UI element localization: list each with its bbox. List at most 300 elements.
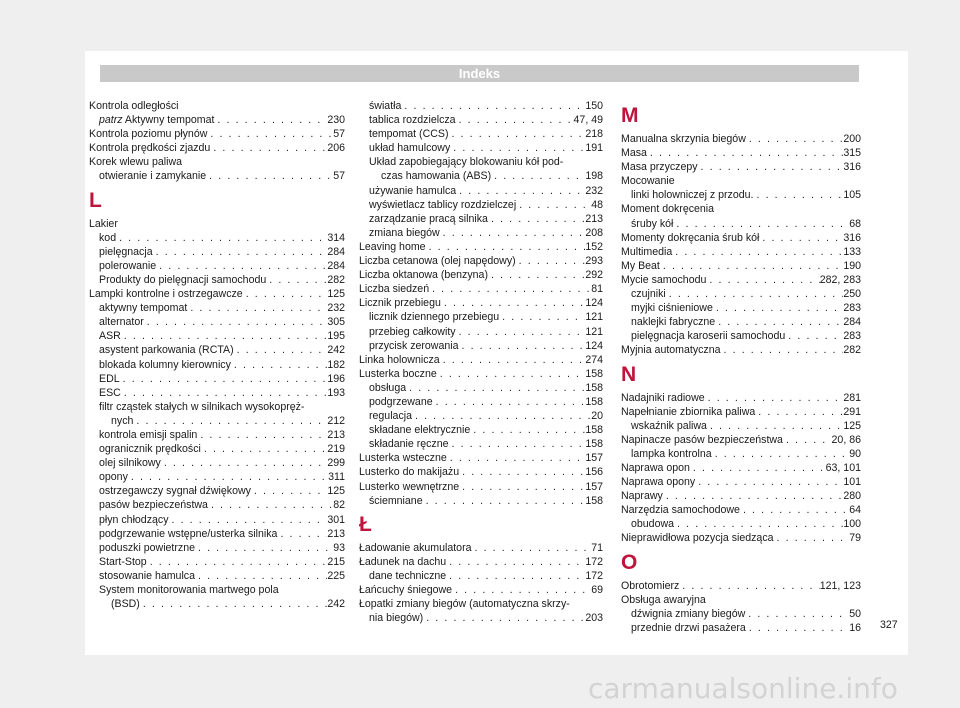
entry-page[interactable]: 282 (843, 344, 861, 357)
section-letter: O (621, 550, 638, 574)
entry-page[interactable]: 282 (327, 273, 345, 286)
entry-page[interactable]: 193 (327, 386, 345, 399)
index-entry (89, 470, 345, 484)
entry-label: układ hamulcowy (369, 142, 451, 155)
entry-label: Lusterko do makijażu (359, 466, 460, 479)
entry-label: Kontrola prędkości zjazdu (89, 142, 211, 155)
dot-leader (121, 329, 328, 343)
entry-page[interactable]: 47, 49 (573, 114, 603, 127)
entry-page[interactable]: 315 (843, 147, 861, 160)
dot-leader (785, 329, 843, 343)
index-entry (359, 465, 603, 479)
dot-leader (208, 498, 333, 512)
index-entry (89, 141, 345, 155)
entry-label: EDL (99, 372, 120, 385)
index-entry (621, 202, 861, 216)
dot-leader (672, 245, 843, 259)
dot-leader (488, 268, 585, 282)
entry-page[interactable]: 157 (585, 452, 603, 465)
entry-page[interactable]: 158 (585, 424, 603, 437)
index-entry (89, 343, 345, 357)
entry-page[interactable]: 198 (585, 170, 603, 183)
index-entry (89, 315, 345, 329)
index-entry (359, 353, 603, 367)
entry-label: blokada kolumny kierownicy (99, 358, 231, 371)
index-entry (359, 310, 603, 324)
index-entry (621, 405, 861, 419)
index-entry (621, 607, 861, 621)
entry-label: tablica rozdzielcza (369, 114, 456, 127)
entry-page[interactable]: 212 (327, 414, 345, 427)
entry-label: asystent parkowania (RCTA) (99, 344, 234, 357)
index-entry (89, 155, 345, 169)
dot-leader (753, 188, 843, 202)
index-entry (621, 231, 861, 245)
index-entry (89, 484, 345, 498)
entry-page[interactable]: 182 (327, 358, 345, 371)
entry-label: przycisk zerowania (369, 339, 459, 352)
page-number: 327 (880, 619, 898, 631)
index-entry (621, 273, 861, 287)
entry-page[interactable]: 121 (585, 311, 603, 324)
dot-leader (195, 569, 327, 583)
dot-leader (153, 245, 328, 259)
entry-page[interactable]: 124 (585, 297, 603, 310)
index-entry (89, 569, 345, 583)
entry-page[interactable]: 57 (333, 170, 345, 183)
index-entry (359, 423, 603, 437)
entry-page[interactable]: 316 (843, 161, 861, 174)
dot-leader (440, 353, 586, 367)
entry-label: Korek wlewu paliwa (89, 156, 183, 169)
dot-leader (446, 555, 585, 569)
dot-leader (243, 287, 328, 301)
entry-page[interactable]: 291 (843, 405, 861, 418)
dot-leader (721, 343, 844, 357)
index-entry (89, 541, 345, 555)
entry-page[interactable]: 158 (585, 381, 603, 394)
entry-label-text: Aktywny tempomat (122, 114, 215, 127)
entry-label: lampka kontrolna (631, 447, 712, 460)
entry-page[interactable]: 219 (327, 443, 345, 456)
index-entry (359, 367, 603, 381)
index-entry (359, 555, 603, 569)
entry-label: Narzędzia samochodowe (621, 504, 740, 517)
dot-leader (447, 451, 586, 465)
entry-see-also: patrz (99, 114, 123, 127)
entry-label: Moment dokręcenia (621, 203, 715, 216)
index-entry (621, 433, 861, 447)
entry-page[interactable]: 203 (585, 612, 603, 625)
entry-page[interactable]: 284 (843, 316, 861, 329)
dot-leader (210, 141, 327, 155)
index-entry (89, 400, 345, 414)
index-entry (89, 358, 345, 372)
entry-page[interactable]: 281 (843, 391, 861, 404)
entry-page[interactable]: 71 (591, 541, 603, 554)
entry-label: myjki ciśnieniowe (631, 302, 713, 315)
dot-leader (437, 367, 586, 381)
entry-page[interactable]: 150 (585, 100, 603, 112)
index-entry (621, 343, 861, 357)
index-entry (89, 287, 345, 301)
section-letter: Ł (359, 512, 372, 536)
entry-label: ostrzegawczy sygnał dźwiękowy (99, 485, 251, 498)
entry-label: Naprawa opon (621, 461, 690, 474)
entry-page[interactable]: 81 (591, 283, 603, 296)
entry-page[interactable]: 124 (585, 339, 603, 352)
entry-page[interactable]: 301 (327, 513, 345, 526)
dot-leader (446, 569, 585, 583)
entry-page[interactable]: 284 (327, 259, 345, 272)
entry-page[interactable]: 200 (843, 133, 861, 145)
entry-page[interactable]: 121 (585, 325, 603, 338)
dot-leader (695, 475, 843, 489)
dot-leader (712, 447, 850, 461)
index-entry (621, 419, 861, 433)
dot-leader (156, 259, 327, 273)
entry-page[interactable]: 215 (327, 555, 345, 568)
entry-page[interactable]: 195 (327, 330, 345, 343)
dot-leader (516, 254, 586, 268)
index-entry (621, 188, 861, 202)
entry-label: składane elektrycznie (369, 424, 471, 437)
entry-label: pielęgnacja (99, 245, 153, 258)
entry-page[interactable]: 158 (585, 438, 603, 451)
dot-leader (423, 611, 585, 625)
entry-page[interactable]: 213 (327, 527, 345, 540)
entry-page[interactable]: 125 (327, 485, 345, 498)
entry-label: Multimedia (621, 245, 673, 258)
dot-leader (214, 113, 327, 127)
entry-label: Lusterka boczne (359, 367, 437, 380)
dot-leader (426, 240, 586, 254)
index-entry (89, 113, 345, 127)
entry-page[interactable]: 218 (585, 128, 603, 141)
index-entry (359, 169, 603, 183)
entry-label: nia biegów) (369, 612, 424, 625)
index-entry (89, 245, 345, 259)
entry-page[interactable]: 100 (843, 518, 861, 531)
dot-leader (706, 273, 819, 287)
entry-page[interactable]: 157 (585, 480, 603, 493)
entry-label: alternator (99, 316, 144, 329)
entry-label: Układ zapobiegający blokowaniu kół pod- (369, 156, 564, 169)
entry-page[interactable]: 274 (585, 353, 603, 366)
dot-leader (660, 259, 843, 273)
entry-page[interactable]: 63, 101 (825, 461, 861, 474)
entry-page[interactable]: 48 (591, 198, 603, 211)
entry-page[interactable]: 280 (843, 490, 861, 503)
entry-page[interactable]: 68 (849, 217, 861, 230)
entry-label: Linka holownicza (359, 353, 440, 366)
dot-leader (452, 583, 591, 597)
index-entry (621, 461, 861, 475)
dot-leader (201, 442, 327, 456)
index-entry (89, 555, 345, 569)
dot-leader (666, 287, 844, 301)
entry-page[interactable]: 283 (843, 330, 861, 343)
entry-page[interactable]: 206 (327, 142, 345, 155)
index-entry (621, 593, 861, 607)
entry-label: Manualna skrzynia biegów (621, 133, 746, 145)
entry-page[interactable]: 152 (585, 240, 603, 253)
index-entry (359, 99, 603, 113)
entry-page[interactable]: 283 (843, 302, 861, 315)
index-entry (359, 212, 603, 226)
entry-page[interactable]: 293 (585, 255, 603, 268)
index-entry (359, 569, 603, 583)
dot-leader (120, 372, 328, 386)
entry-page[interactable]: 190 (843, 259, 861, 272)
entry-page[interactable]: 125 (843, 419, 861, 432)
entry-page[interactable]: 93 (333, 541, 345, 554)
entry-page[interactable]: 242 (327, 344, 345, 357)
index-entry (621, 621, 861, 635)
index-entry (89, 513, 345, 527)
index-entry (359, 611, 603, 625)
index-entry (359, 480, 603, 494)
index-entry (89, 583, 345, 597)
index-entry (621, 475, 861, 489)
entry-label: Łańcuchy śniegowe (359, 584, 453, 596)
entry-page[interactable]: 133 (843, 245, 861, 258)
index-entry (359, 437, 603, 451)
entry-label: ściemniane (369, 494, 423, 507)
entry-page[interactable]: 250 (843, 288, 861, 301)
dot-leader (197, 428, 327, 442)
entry-page[interactable]: 64 (849, 504, 861, 517)
index-entry (89, 414, 345, 428)
dot-leader (121, 386, 328, 400)
entry-page[interactable]: 158 (585, 367, 603, 380)
entry-label: Lampki kontrolne i ostrzegawcze (89, 288, 243, 301)
dot-leader (673, 217, 849, 231)
entry-label: Lakier (89, 217, 118, 230)
entry-page[interactable]: 158 (585, 494, 603, 507)
entry-page[interactable]: 105 (843, 189, 861, 202)
entry-label: przednie drzwi pasażera (631, 621, 746, 634)
dot-leader (277, 527, 327, 541)
dot-leader (663, 489, 844, 503)
entry-page[interactable]: 292 (585, 269, 603, 282)
dot-leader (774, 531, 850, 545)
dot-leader (516, 198, 591, 212)
index-entry (359, 597, 603, 611)
dot-leader (740, 503, 849, 517)
index-entry (89, 442, 345, 456)
entry-label: poduszki powietrzne (99, 541, 195, 554)
entry-page[interactable]: 172 (585, 569, 603, 582)
entry-page[interactable]: 305 (327, 316, 345, 329)
entry-page[interactable]: 125 (327, 288, 345, 301)
entry-label: aktywny tempomat (99, 302, 188, 315)
dot-leader (459, 339, 586, 353)
dot-leader (251, 484, 327, 498)
index-entry (89, 597, 345, 611)
dot-leader (406, 381, 585, 395)
index-entry (621, 329, 861, 343)
dot-leader (746, 132, 843, 146)
dot-leader (470, 423, 585, 437)
entry-label: Lusterko wewnętrzne (359, 480, 460, 493)
index-entry (621, 301, 861, 315)
entry-page[interactable]: 57 (333, 128, 345, 141)
index-entry (359, 127, 603, 141)
index-entry (621, 132, 861, 146)
entry-page[interactable]: 69 (591, 584, 603, 596)
index-entry (359, 583, 603, 597)
dot-leader (187, 301, 327, 315)
dot-leader (450, 141, 585, 155)
entry-page[interactable]: 90 (849, 447, 861, 460)
index-entry (359, 325, 603, 339)
entry-label: podgrzewane (369, 395, 433, 408)
index-entry (621, 287, 861, 301)
index-entry (89, 498, 345, 512)
dot-leader (147, 555, 328, 569)
entry-page[interactable]: 172 (585, 555, 603, 568)
entry-label: Lusterka wsteczne (359, 452, 447, 465)
dot-leader (169, 513, 328, 527)
entry-label: Ładunek na dachu (359, 555, 447, 568)
entry-label: Naprawa opony (621, 476, 696, 489)
dot-leader (499, 310, 585, 324)
index-entry (621, 503, 861, 517)
entry-label: dźwignia zmiany biegów (631, 607, 746, 620)
index-entry (359, 268, 603, 282)
entry-label: Obsługa awaryjna (621, 593, 706, 606)
watermark: carmanualsonline.info (588, 672, 898, 705)
entry-page[interactable]: 156 (585, 466, 603, 479)
index-entry (621, 217, 861, 231)
entry-label: Nieprawidłowa pozycja siedząca (621, 532, 774, 545)
entry-page[interactable]: 284 (327, 245, 345, 258)
index-entry (359, 296, 603, 310)
index-entry (89, 259, 345, 273)
entry-page[interactable]: 225 (327, 569, 345, 582)
entry-page[interactable]: 121, 123 (819, 579, 861, 592)
entry-page[interactable]: 282, 283 (819, 273, 861, 286)
entry-page[interactable]: 101 (843, 476, 861, 489)
entry-label: Myjnia automatyczna (621, 344, 721, 357)
index-entry (89, 428, 345, 442)
entry-page[interactable]: 191 (585, 142, 603, 155)
dot-leader (195, 541, 333, 555)
entry-label: Masa przyczepy (621, 161, 698, 174)
dot-leader (679, 579, 819, 593)
index-entry (359, 395, 603, 409)
entry-label: regulacja (369, 410, 412, 423)
entry-label: Ładowanie akumulatora (359, 541, 472, 554)
dot-leader (647, 146, 843, 160)
entry-page[interactable]: 16 (849, 621, 861, 634)
entry-page[interactable]: 196 (327, 372, 345, 385)
index-entry (359, 184, 603, 198)
entry-label: używanie hamulca (369, 184, 457, 197)
dot-leader (690, 461, 826, 475)
index-entry (621, 160, 861, 174)
entry-page[interactable]: 311 (328, 471, 345, 484)
entry-label: Masa (621, 147, 647, 160)
entry-page[interactable]: 20 (591, 410, 603, 423)
dot-leader (746, 621, 849, 635)
dot-leader (234, 343, 328, 357)
dot-leader (207, 127, 333, 141)
entry-label: Momenty dokręcania śrub kół (621, 231, 760, 244)
entry-label: kod (99, 231, 117, 244)
dot-leader (759, 231, 843, 245)
dot-leader (472, 541, 592, 555)
dot-leader (133, 414, 327, 428)
index-entry (621, 315, 861, 329)
entry-label: zmiana biegów (369, 226, 440, 239)
entry-page[interactable]: 82 (333, 499, 345, 512)
entry-label: Liczba cetanowa (olej napędowy) (359, 255, 516, 268)
index-entry (359, 494, 603, 508)
dot-leader (231, 358, 327, 372)
entry-page[interactable]: 316 (843, 231, 861, 244)
entry-label: pasów bezpieczeństwa (99, 499, 208, 512)
entry-label: Start-Stop (99, 555, 147, 568)
entry-page[interactable]: 20, 86 (831, 433, 861, 446)
dot-leader (448, 127, 585, 141)
entry-page[interactable]: 299 (327, 457, 345, 470)
section-letter: M (621, 104, 639, 127)
index-entry (621, 146, 861, 160)
entry-page[interactable]: 232 (327, 302, 345, 315)
index-entry (359, 409, 603, 423)
index-entry (89, 217, 345, 231)
entry-page[interactable]: 158 (585, 395, 603, 408)
entry-page[interactable]: 242 (327, 598, 345, 611)
entry-page[interactable]: 230 (327, 114, 345, 127)
entry-page[interactable]: 50 (849, 607, 861, 620)
index-entry (89, 301, 345, 315)
index-column-1 (89, 99, 345, 611)
entry-page[interactable]: 314 (327, 231, 345, 244)
index-entry (621, 517, 861, 531)
entry-label: filtr cząstek stałych w silnikach wysokopręż- (99, 400, 305, 413)
entry-label: obsługa (369, 381, 407, 394)
index-entry (89, 329, 345, 343)
dot-leader (491, 169, 585, 183)
entry-page[interactable]: 232 (585, 184, 603, 197)
dot-leader (755, 405, 843, 419)
entry-label: linki holowniczej z przodu. (631, 189, 754, 202)
dot-leader (206, 169, 333, 183)
entry-label: ogranicznik prędkości (99, 443, 201, 456)
index-entry (621, 489, 861, 503)
entry-label: podgrzewanie wstępne/usterka silnika (99, 527, 278, 540)
dot-leader (707, 419, 843, 433)
dot-leader (456, 325, 586, 339)
entry-label: Obrotomierz (621, 579, 680, 592)
entry-label: My Beat (621, 259, 660, 272)
entry-label: Liczba siedzeń (359, 283, 430, 296)
entry-label: nych (111, 414, 134, 427)
entry-page[interactable]: 208 (585, 226, 603, 239)
entry-label: Nadajniki radiowe (621, 391, 705, 404)
entry-page[interactable]: 79 (849, 532, 861, 545)
entry-page[interactable]: 213 (327, 428, 345, 441)
entry-label: kontrola emisji spalin (99, 428, 198, 441)
entry-label: Napinacze pasów bezpieczeństwa (621, 433, 783, 446)
index-entry (89, 273, 345, 287)
page-header: Indeks (100, 65, 859, 82)
index-entry (89, 386, 345, 400)
entry-page[interactable]: 213 (585, 212, 603, 225)
